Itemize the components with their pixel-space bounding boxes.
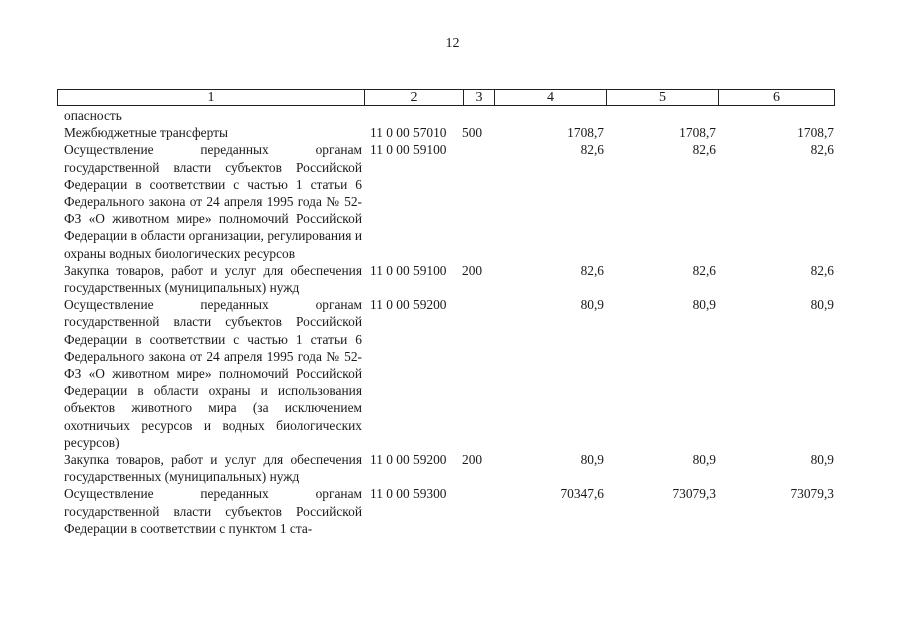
row-value-col5: 82,6 <box>692 262 716 278</box>
header-col-6: 6 <box>719 90 835 106</box>
row-value-col6: 80,9 <box>810 297 834 313</box>
row-expense-type: 200 <box>462 452 483 468</box>
row-name: Закупка товаров, работ и услуг для обеспечения государственных (муниципальных) нужд <box>64 452 362 485</box>
column-number-header <box>57 89 835 106</box>
budget-table-body <box>0 107 905 537</box>
table-row <box>0 107 905 124</box>
table-row <box>0 262 905 296</box>
row-value-col4: 80,9 <box>580 297 604 313</box>
row-code: 11 0 00 59300 <box>370 486 447 502</box>
table-row <box>0 124 905 141</box>
row-expense-type: 500 <box>462 125 483 141</box>
page-number: 12 <box>445 36 460 51</box>
header-col-5: 5 <box>607 90 719 106</box>
row-code: 11 0 00 59200 <box>370 452 447 468</box>
row-name: Осуществление переданных органам государственной власти субъектов Российской Федерации в соответствии с пунктом 1 ста- <box>64 486 362 536</box>
row-value-col5: 1708,7 <box>679 125 716 141</box>
row-code: 11 0 00 59100 <box>370 262 447 278</box>
row-value-col6: 82,6 <box>810 262 834 278</box>
row-value-col6: 1708,7 <box>797 125 834 141</box>
row-name: Межбюджетные трансферты <box>64 125 228 141</box>
table-row <box>0 451 905 485</box>
row-value-col5: 73079,3 <box>672 486 716 502</box>
row-code: 11 0 00 57010 <box>370 125 447 141</box>
header-col-3: 3 <box>464 90 495 106</box>
header-col-2: 2 <box>365 90 464 106</box>
row-value-col6: 82,6 <box>810 142 834 158</box>
table-row <box>0 141 905 261</box>
row-value-col6: 73079,3 <box>790 486 834 502</box>
row-name: Осуществление переданных органам государственной власти субъектов Российской Федерации в соответствии с частью 1 статьи 6 Федерального закона от 24 апреля 1995 года № 52-ФЗ «О животном мире» полномочий Российской Федерации в области охраны и использования объектов животного мира (за исключением охотничьих ресурсов и водных биологических ресурсов) <box>64 297 362 450</box>
row-value-col5: 80,9 <box>692 297 716 313</box>
row-expense-type: 200 <box>462 262 483 278</box>
row-value-col4: 70347,6 <box>560 486 604 502</box>
row-value-col5: 82,6 <box>692 142 716 158</box>
row-name: Осуществление переданных органам государственной власти субъектов Российской Федерации в соответствии с частью 1 статьи 6 Федерального закона от 24 апреля 1995 года № 52-ФЗ «О животном мире» полномочий Российской Федерации в области организации, регулирования и охраны водных биологических ресурсов <box>64 142 362 261</box>
table-row <box>0 296 905 451</box>
header-col-4: 4 <box>495 90 607 106</box>
row-value-col4: 1708,7 <box>567 125 604 141</box>
table-row <box>0 485 905 537</box>
row-code: 11 0 00 59200 <box>370 297 447 313</box>
row-value-col4: 82,6 <box>580 262 604 278</box>
header-col-1: 1 <box>58 90 365 106</box>
row-name: Закупка товаров, работ и услуг для обеспечения государственных (муниципальных) нужд <box>64 262 362 296</box>
row-value-col6: 80,9 <box>810 452 834 468</box>
row-value-col4: 82,6 <box>580 142 604 158</box>
row-name: опасность <box>64 108 122 123</box>
row-code: 11 0 00 59100 <box>370 142 447 158</box>
row-value-col5: 80,9 <box>692 452 716 468</box>
row-value-col4: 80,9 <box>580 452 604 468</box>
